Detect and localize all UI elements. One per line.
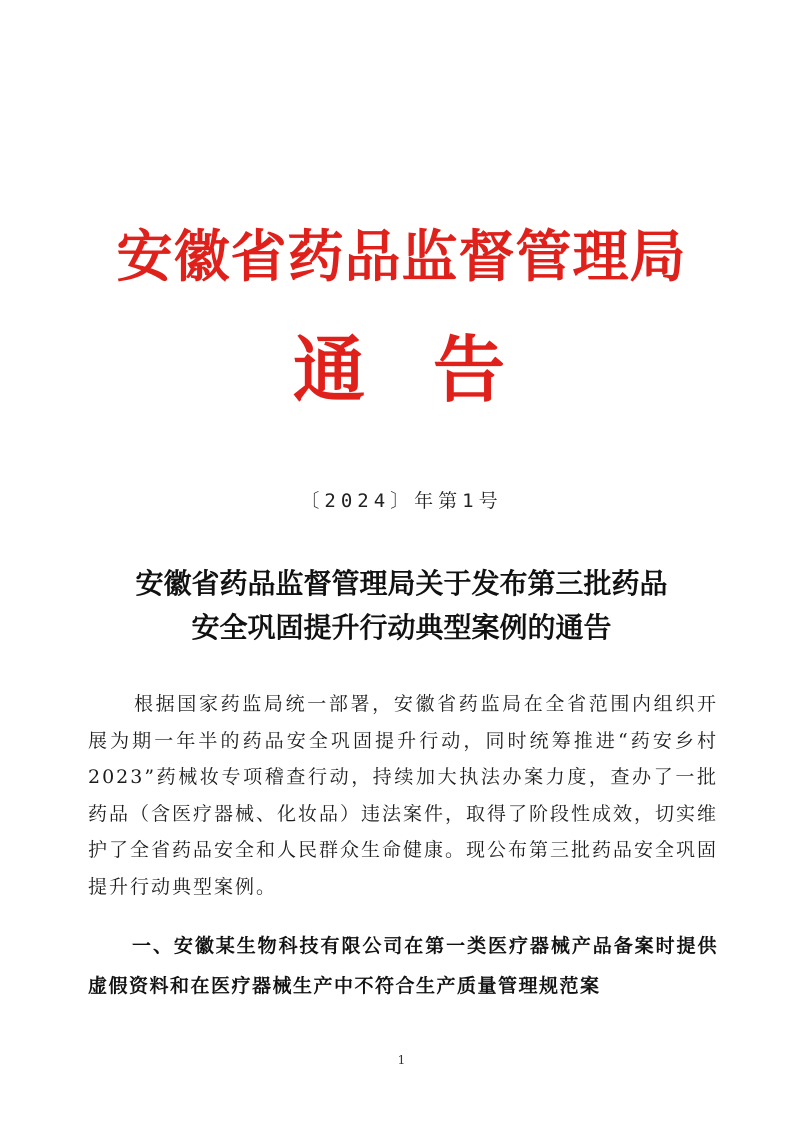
section-heading-1: 一、安徽某生物科技有限公司在第一类医疗器械产品备案时提供虚假资料和在医疗器械生产中不符合生产质量管理规范案 bbox=[88, 935, 718, 997]
document-title-line-2: 安全巩固提升行动典型案例的通告 bbox=[191, 611, 612, 644]
document-title bbox=[0, 562, 803, 650]
document-type-char-2: 告 bbox=[433, 327, 506, 412]
issuing-organization-header: 安徽省药品监督管理局 bbox=[116, 224, 687, 290]
body-paragraph: 根据国家药监局统一部署，安徽省药监局在全省范围内组织开展为期一年半的药品安全巩固提升行动，同时统筹推进“药安乡村2023”药械妆专项稽查行动，持续加大执法办案力度，查办了一批药品（含医疗器械、化妆品）违法案件，取得了阶段性成效，切实维护了全省药品安全和人民群众生命健康。现公布第三批药品安全巩固提升行动典型案例。 bbox=[88, 693, 719, 898]
document-number: 〔2024〕年第1号 bbox=[300, 490, 503, 512]
page-number: 1 bbox=[397, 1053, 406, 1067]
document-title-line-1: 安徽省药品监督管理局关于发布第三批药品 bbox=[135, 567, 668, 600]
document-type-char-1: 通 bbox=[293, 327, 366, 412]
document-type-header bbox=[0, 327, 803, 412]
